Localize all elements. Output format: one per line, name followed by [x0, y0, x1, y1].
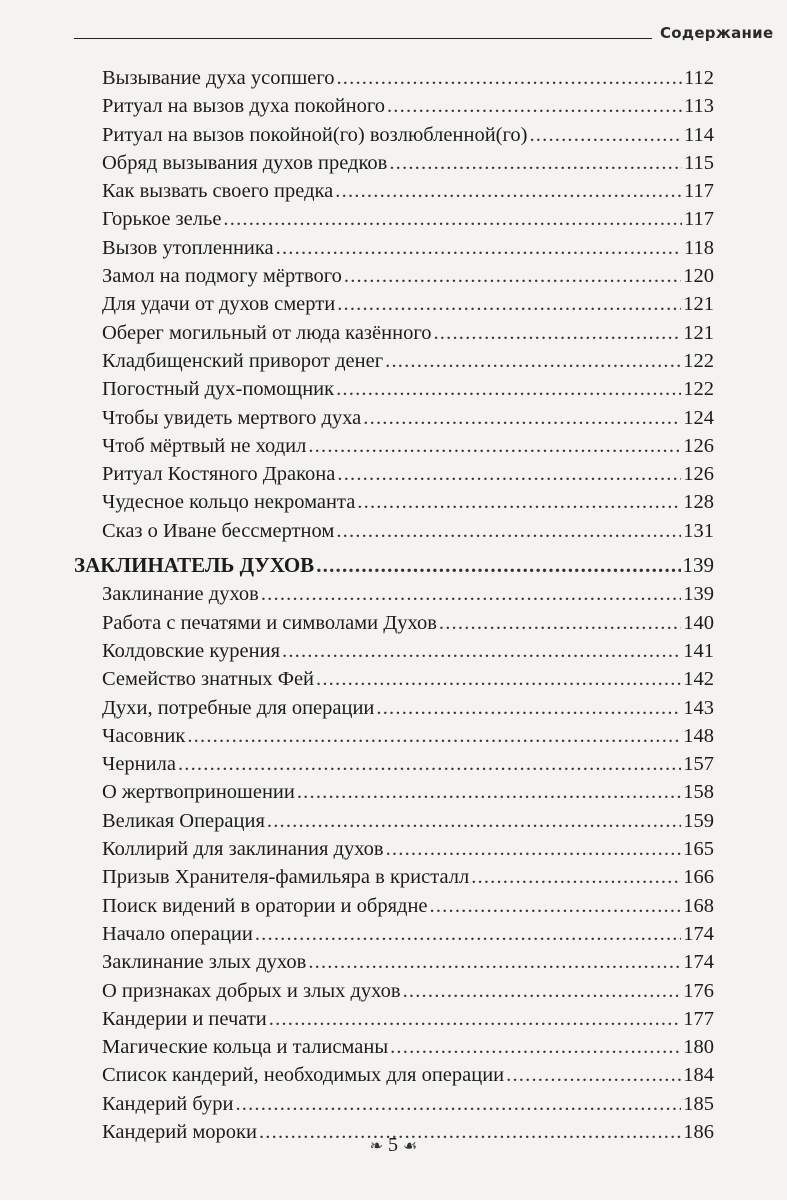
toc-entry[interactable] [74, 375, 714, 403]
toc-entry[interactable] [74, 1061, 714, 1089]
toc-entry-page: 165 [683, 838, 714, 861]
toc-entry-page: 121 [683, 321, 714, 344]
toc-entry[interactable] [74, 460, 714, 488]
ornament-left-icon: ❧ [369, 1138, 384, 1155]
toc-entry-title: О признаках добрых и злых духов [102, 979, 401, 1002]
dot-leader [269, 1005, 681, 1033]
page-number: 5 [388, 1134, 399, 1156]
toc-entry[interactable] [74, 262, 714, 290]
toc-entry-title: Как вызвать своего предка [102, 180, 334, 203]
toc-entry-page: 159 [683, 809, 714, 832]
toc-entry-page: 148 [683, 724, 714, 747]
toc-entry-page: 142 [683, 668, 714, 691]
toc-entry-page: 122 [683, 378, 714, 401]
toc-entry-page: 176 [683, 979, 714, 1002]
toc-entry[interactable] [74, 177, 714, 205]
dot-leader [223, 205, 682, 233]
toc-entry-page: 166 [683, 866, 714, 889]
toc-entry-title: Вызов утопленника [102, 236, 274, 259]
toc-entry[interactable] [74, 1033, 714, 1061]
toc-entry-page: 185 [683, 1092, 714, 1115]
toc-entry-page: 174 [683, 951, 714, 974]
toc-entry[interactable] [74, 234, 714, 262]
toc-entry[interactable] [74, 149, 714, 177]
toc-entry-title: Заклинание злых духов [102, 951, 307, 974]
toc-entry-title: Сказ о Иване бессмертном [102, 519, 335, 542]
toc-entry-title: Замол на подмогу мёртвого [102, 265, 342, 288]
toc-entry-title: О жертвоприношении [102, 781, 295, 804]
table-of-contents [74, 64, 714, 1146]
dot-leader [336, 375, 681, 403]
toc-entry[interactable] [74, 580, 714, 608]
toc-entry-page: 112 [684, 67, 714, 89]
toc-entry[interactable] [74, 92, 714, 120]
toc-entry[interactable] [74, 609, 714, 637]
dot-leader [337, 290, 681, 318]
toc-entry[interactable] [74, 835, 714, 863]
toc-entry-page: 174 [683, 922, 714, 945]
toc-entry[interactable] [74, 750, 714, 778]
dot-leader [336, 64, 682, 92]
dot-leader [282, 637, 681, 665]
toc-entry-title: Коллирий для заклинания духов [102, 838, 384, 861]
toc-entry[interactable] [74, 637, 714, 665]
dot-leader [235, 1090, 681, 1118]
toc-entry-page: 141 [683, 639, 714, 662]
dot-leader [389, 149, 682, 177]
dot-leader [433, 319, 681, 347]
toc-entry[interactable] [74, 488, 714, 516]
toc-entry-title: Горькое зелье [102, 208, 222, 231]
toc-entry-title: Великая Операция [102, 809, 265, 832]
dot-leader [308, 948, 681, 976]
toc-entry-title: Чтобы увидеть мертвого духа [102, 406, 362, 429]
toc-entry[interactable] [74, 290, 714, 318]
toc-entry-page: 114 [684, 123, 714, 146]
toc-entry-title: Список кандерий, необходимых для операции [102, 1064, 505, 1087]
toc-entry[interactable] [74, 347, 714, 375]
dot-leader [261, 580, 681, 608]
toc-entry-title: Для удачи от духов смерти [102, 293, 336, 316]
toc-entry-page: 121 [683, 293, 714, 316]
toc-entry[interactable] [74, 948, 714, 976]
toc-entry-title: Поиск видений в оратории и обрядне [102, 894, 428, 917]
toc-entry-title: Кладбищенский приворот денег [102, 349, 384, 372]
toc-entry[interactable] [74, 863, 714, 891]
toc-entry-title: Работа с печатями и символами Духов [102, 611, 437, 634]
toc-entry-title: Чернила [102, 753, 176, 776]
toc-entry[interactable] [74, 205, 714, 233]
toc-entry[interactable] [74, 665, 714, 693]
toc-section-heading[interactable] [74, 551, 714, 579]
toc-entry[interactable] [74, 1005, 714, 1033]
dot-leader [267, 807, 681, 835]
dot-leader [297, 778, 681, 806]
toc-entry-title: Ритуал Костяного Дракона [102, 463, 336, 486]
toc-entry[interactable] [74, 722, 714, 750]
running-title: Содержание [660, 24, 774, 42]
dot-leader [255, 920, 681, 948]
toc-entry-title: Ритуал на вызов покойной(го) возлюбленной(го) [102, 123, 528, 146]
toc-entry-page: 128 [683, 491, 714, 514]
toc-entry-page: 126 [683, 463, 714, 486]
toc-entry[interactable] [74, 432, 714, 460]
toc-entry-page: 124 [683, 406, 714, 429]
toc-entry[interactable] [74, 892, 714, 920]
dot-leader [335, 177, 682, 205]
page-number-footer [0, 1134, 787, 1157]
toc-entry-page: 118 [684, 236, 714, 259]
toc-entry-title: Вызывание духа усопшего [102, 67, 335, 89]
dot-leader [308, 432, 681, 460]
dot-leader [430, 892, 682, 920]
dot-leader [506, 1061, 681, 1089]
toc-entry-title: Кандерий бури [102, 1092, 234, 1115]
dot-leader [316, 551, 680, 579]
dot-leader [344, 262, 681, 290]
toc-entry-title: Кандерии и печати [102, 1007, 267, 1030]
toc-entry-page: 139 [683, 583, 714, 606]
toc-entry-page: 126 [683, 434, 714, 457]
toc-entry[interactable] [74, 977, 714, 1005]
dot-leader [386, 835, 682, 863]
toc-entry-page: 157 [683, 753, 714, 776]
dot-leader [471, 863, 681, 891]
dot-leader [376, 694, 681, 722]
dot-leader [387, 92, 682, 120]
toc-entry-title: Колдовские курения [102, 639, 280, 662]
header-rule [74, 38, 652, 39]
toc-entry[interactable] [74, 1090, 714, 1118]
toc-entry-title: Ритуал на вызов духа покойного [102, 95, 385, 118]
toc-entry-page: 115 [684, 151, 714, 174]
dot-leader [336, 517, 681, 545]
toc-entry-title: ЗАКЛИНАТЕЛЬ ДУХОВ [74, 553, 315, 578]
toc-entry-title: Обряд вызывания духов предков [102, 151, 388, 174]
toc-entry[interactable] [74, 778, 714, 806]
toc-entry-page: 177 [683, 1007, 714, 1030]
dot-leader [187, 722, 681, 750]
toc-entry-title: Семейство знатных Фей [102, 668, 315, 691]
toc-entry-title: Погостный дух-помощник [102, 378, 335, 401]
toc-entry-page: 158 [683, 781, 714, 804]
ornament-right-icon: ☙ [403, 1138, 418, 1155]
toc-entry-page: 113 [684, 95, 714, 118]
dot-leader [363, 404, 681, 432]
toc-entry[interactable] [74, 517, 714, 545]
dot-leader [403, 977, 682, 1005]
toc-entry-page: 117 [684, 208, 714, 231]
toc-entry-title: Оберег могильный от люда казённого [102, 321, 432, 344]
toc-entry-title: Призыв Хранителя-фамильяра в кристалл [102, 866, 470, 889]
toc-entry[interactable] [74, 319, 714, 347]
toc-entry[interactable] [74, 694, 714, 722]
toc-entry-page: 184 [683, 1064, 714, 1087]
dot-leader [385, 347, 681, 375]
toc-entry-title: Начало операции [102, 922, 253, 945]
dot-leader [337, 460, 681, 488]
toc-entry[interactable] [74, 404, 714, 432]
dot-leader [357, 488, 681, 516]
dot-leader [316, 665, 681, 693]
toc-entry-page: 120 [683, 265, 714, 288]
toc-entry-title: Часовник [102, 724, 186, 747]
toc-entry-title: Заклинание духов [102, 583, 259, 606]
toc-entry-title: Чудесное кольцо некроманта [102, 491, 356, 514]
dot-leader [178, 750, 681, 778]
toc-entry-page: 139 [682, 553, 714, 578]
toc-entry[interactable] [74, 64, 714, 92]
dot-leader [276, 234, 682, 262]
toc-entry-page: 143 [683, 696, 714, 719]
dot-leader [390, 1033, 681, 1061]
toc-entry-title: Чтоб мёртвый не ходил [102, 434, 307, 457]
toc-entry-page: 168 [683, 894, 714, 917]
dot-leader [439, 609, 681, 637]
toc-entry-title: Магические кольца и талисманы [102, 1036, 389, 1059]
toc-entry-page: 122 [683, 349, 714, 372]
toc-entry-title: Духи, потребные для операции [102, 696, 375, 719]
toc-entry[interactable] [74, 121, 714, 149]
toc-entry-page: 180 [683, 1036, 714, 1059]
toc-entry[interactable] [74, 807, 714, 835]
toc-entry-page: 117 [684, 180, 714, 203]
toc-entry-page: 186 [683, 1120, 714, 1143]
toc-entry-page: 140 [683, 611, 714, 634]
toc-entry[interactable] [74, 920, 714, 948]
toc-entry-title: Кандерий мороки [102, 1120, 257, 1143]
toc-entry-page: 131 [683, 519, 714, 542]
dot-leader [529, 121, 682, 149]
